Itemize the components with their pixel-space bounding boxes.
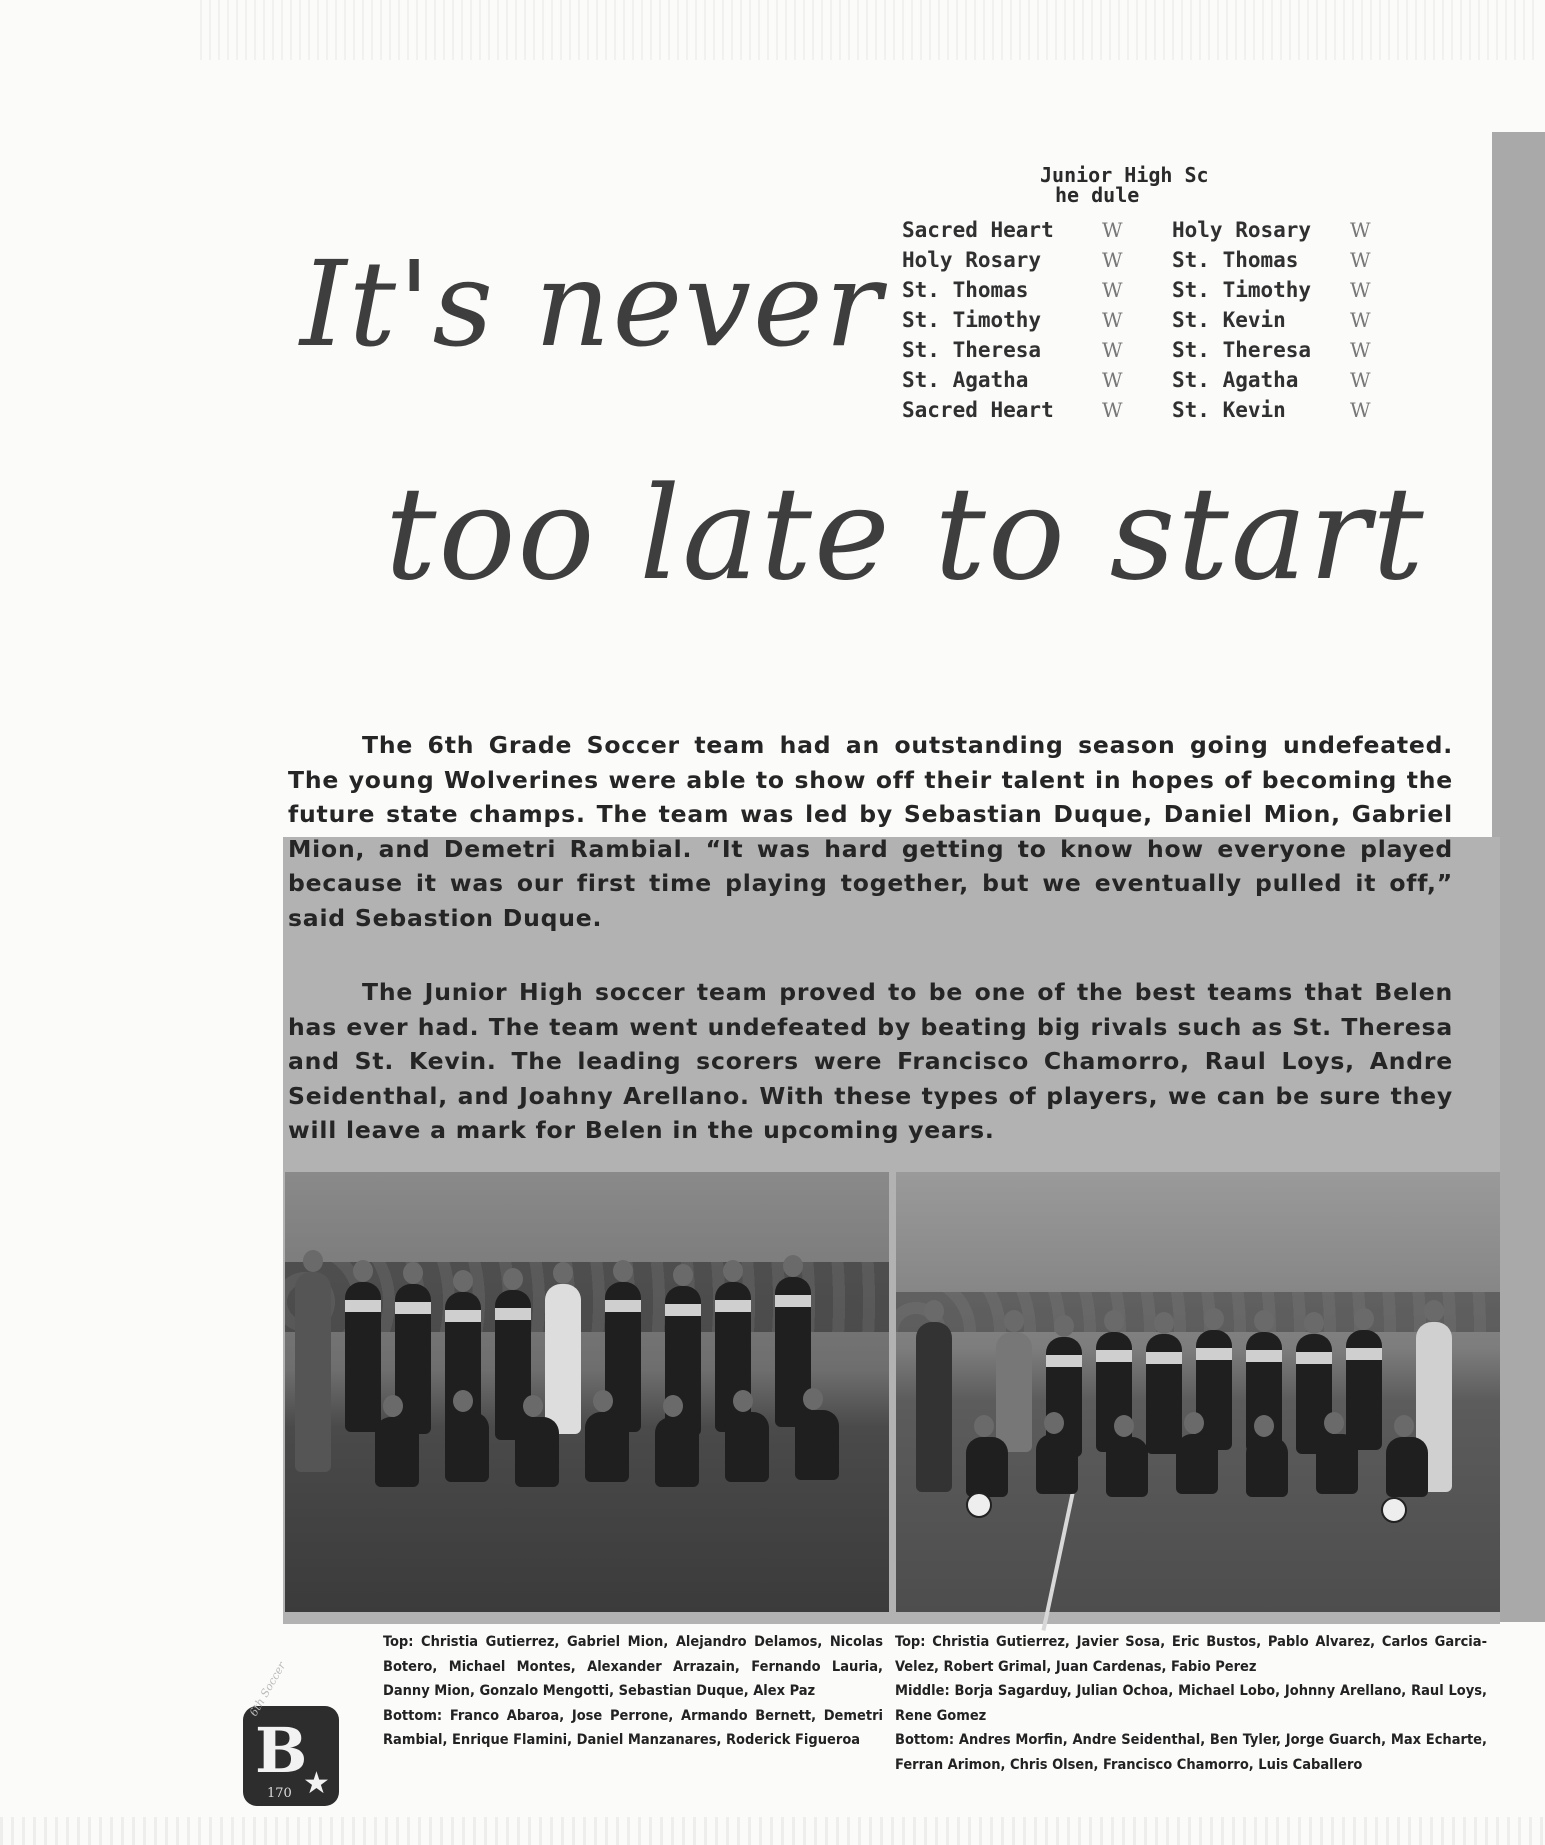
caption-left-top: Top: Christia Gutierrez, Gabriel Mion, Alejandro Delamos, Nicolas Botero, Michael Montes, Alexander Arrazain, Fernando Lauria, Danny Mion, Gonzalo Mengotti, Sebastian Duque, Alex Paz: [383, 1634, 883, 1699]
caption-junior-high: [895, 1630, 1487, 1777]
schedule-team: St. Agatha: [1172, 368, 1299, 392]
schedule-team: St. Timothy: [902, 308, 1042, 332]
schedule-result: W: [1350, 338, 1371, 362]
page-title-line-2: too late to start: [385, 460, 1426, 609]
schedule-column-a: [902, 215, 1142, 425]
schedule-row: [902, 395, 1142, 425]
caption-left-bottom: Bottom: Franco Abaroa, Jose Perrone, Armando Bernett, Demetri Rambial, Enrique Flamini, Daniel Manzanares, Roderick Figueroa: [383, 1707, 883, 1748]
schedule-team: St. Kevin: [1172, 308, 1286, 332]
schedule-row: [902, 215, 1142, 245]
schedule-result: W: [1350, 248, 1371, 272]
schedule-result: W: [1102, 248, 1123, 272]
schedule-team: Holy Rosary: [1172, 218, 1312, 242]
player-figure: [655, 1417, 699, 1487]
scan-artifact-bottom: [0, 1817, 1545, 1845]
schedule-row: [1172, 305, 1412, 335]
page-number: 170: [267, 1786, 292, 1801]
player-figure: [966, 1437, 1008, 1497]
schedule-heading-line-1: Junior High Sc: [1040, 163, 1209, 187]
player-figure: [1386, 1437, 1428, 1497]
soccer-ball: [966, 1492, 992, 1518]
schedule-row: [1172, 275, 1412, 305]
article-paragraph-1: The 6th Grade Soccer team had an outstanding season going undefeated. The young Wolverines were able to show off their talent in hopes of becoming the future state champs. The team was led by Sebastian Duque, Daniel Mion, Gabriel Mion, and Demetri Rambial. “It was hard getting to know how everyone played because it was our first time playing together, but we eventually pulled it off,” said Sebastion Duque.: [288, 731, 1453, 932]
schedule-row: [902, 305, 1142, 335]
field-line: [1041, 1493, 1074, 1631]
schedule-column-b: [1172, 215, 1412, 425]
caption-6th-grade: [383, 1630, 883, 1753]
soccer-ball: [1381, 1497, 1407, 1523]
caption-right-top: Top: Christia Gutierrez, Javier Sosa, Eric Bustos, Pablo Alvarez, Carlos Garcia-Velez, Robert Grimal, Juan Cardenas, Fabio Perez: [895, 1634, 1487, 1675]
page-title-line-1: It's never: [300, 235, 884, 373]
logo-letter: B: [255, 1714, 308, 1787]
schedule-result: W: [1350, 218, 1371, 242]
schedule-heading: [1040, 165, 1340, 205]
scan-artifact-top: [200, 0, 1540, 60]
schedule-result: W: [1102, 278, 1123, 302]
player-figure: [1196, 1330, 1232, 1450]
schedule-row: [902, 365, 1142, 395]
schedule-team: St. Theresa: [1172, 338, 1312, 362]
player-figure: [996, 1332, 1032, 1452]
schedule-result: W: [1350, 398, 1371, 422]
schedule-result: W: [1102, 218, 1123, 242]
schedule-row: [1172, 335, 1412, 365]
player-figure: [375, 1417, 419, 1487]
photo-trees: [896, 1292, 1500, 1332]
player-figure: [1106, 1437, 1148, 1497]
coach-figure: [916, 1322, 952, 1492]
article-paragraph-2: The Junior High soccer team proved to be one of the best teams that Belen has ever had. The team went undefeated by beating big rivals such as St. Theresa and St. Kevin. The leading scorers were Francisco Chamorro, Raul Loys, Andre Seidenthal, and Joahny Arellano. With these types of players, we can be sure they will leave a mark for Belen in the upcoming years.: [288, 978, 1453, 1144]
player-figure: [795, 1410, 839, 1480]
player-figure: [515, 1417, 559, 1487]
schedule-result: W: [1102, 368, 1123, 392]
schedule-team: Sacred Heart: [902, 398, 1054, 422]
player-figure: [1146, 1334, 1182, 1454]
section-logo: [243, 1659, 339, 1806]
player-figure: [605, 1282, 641, 1432]
player-figure: [345, 1282, 381, 1432]
logo-section-tag: 6th Soccer: [247, 1659, 289, 1719]
player-figure: [445, 1412, 489, 1482]
schedule-team: St. Thomas: [902, 278, 1029, 302]
player-figure: [585, 1412, 629, 1482]
caption-right-bottom: Bottom: Andres Morfin, Andre Seidenthal, Ben Tyler, Jorge Guarch, Max Echarte, Ferran Arimon, Chris Olsen, Francisco Chamorro, Luis Caballero: [895, 1732, 1487, 1773]
schedule-row: [1172, 395, 1412, 425]
schedule-row: [1172, 365, 1412, 395]
schedule-heading-line-2: he dule: [1055, 183, 1140, 207]
player-figure: [725, 1412, 769, 1482]
schedule-result: W: [1102, 398, 1123, 422]
photo-6th-grade-team: [285, 1172, 889, 1612]
schedule-result: W: [1350, 278, 1371, 302]
schedule-team: St. Agatha: [902, 368, 1029, 392]
photo-junior-high-team: [896, 1172, 1500, 1612]
schedule-team: Sacred Heart: [902, 218, 1054, 242]
caption-right-middle: Middle: Borja Sagarduy, Julian Ochoa, Michael Lobo, Johnny Arellano, Raul Loys, Rene Gomez: [895, 1683, 1487, 1724]
schedule-team: Holy Rosary: [902, 248, 1042, 272]
player-figure: [1316, 1434, 1358, 1494]
schedule-row: [1172, 245, 1412, 275]
schedule-result: W: [1350, 368, 1371, 392]
schedule-row: [902, 275, 1142, 305]
schedule-row: [1172, 215, 1412, 245]
schedule-result: W: [1350, 308, 1371, 332]
schedule-row: [902, 335, 1142, 365]
player-figure: [1176, 1434, 1218, 1494]
player-figure: [545, 1284, 581, 1434]
schedule-row: [902, 245, 1142, 275]
schedule-team: St. Timothy: [1172, 278, 1312, 302]
coach-figure: [295, 1272, 331, 1472]
schedule-result: W: [1102, 308, 1123, 332]
schedule-team: St. Thomas: [1172, 248, 1299, 272]
star-icon: ★: [303, 1766, 330, 1801]
schedule-team: St. Theresa: [902, 338, 1042, 362]
schedule-result: W: [1102, 338, 1123, 362]
player-figure: [1036, 1434, 1078, 1494]
player-figure: [1246, 1437, 1288, 1497]
player-figure: [1346, 1330, 1382, 1450]
schedule-team: St. Kevin: [1172, 398, 1286, 422]
